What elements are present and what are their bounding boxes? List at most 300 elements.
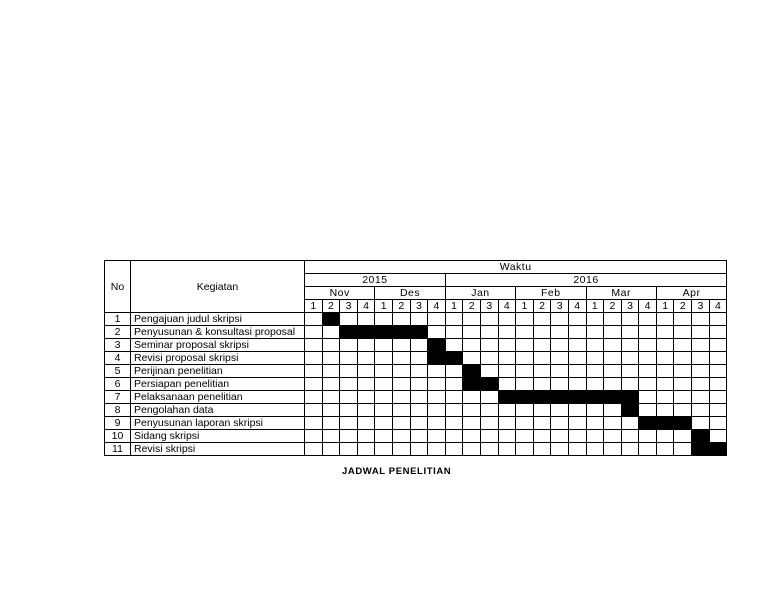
table-row — [105, 391, 727, 404]
schedule-empty-cell — [305, 430, 323, 443]
schedule-bar-cell — [586, 391, 604, 404]
schedule-empty-cell — [621, 443, 639, 456]
week-header: 1 — [586, 300, 604, 313]
schedule-empty-cell — [639, 391, 657, 404]
week-header: 1 — [375, 300, 393, 313]
schedule-empty-cell — [445, 313, 463, 326]
row-number: 5 — [105, 365, 131, 378]
schedule-empty-cell — [463, 339, 481, 352]
table-row — [105, 365, 727, 378]
schedule-bar-cell — [410, 326, 428, 339]
schedule-empty-cell — [516, 313, 534, 326]
schedule-empty-cell — [551, 339, 569, 352]
schedule-bar-cell — [621, 404, 639, 417]
schedule-empty-cell — [445, 443, 463, 456]
header-row-time — [105, 261, 727, 274]
schedule-empty-cell — [340, 378, 358, 391]
year-header: 2015 — [305, 274, 446, 287]
table-row — [105, 352, 727, 365]
schedule-bar-cell — [357, 326, 375, 339]
schedule-empty-cell — [516, 404, 534, 417]
week-header: 2 — [674, 300, 692, 313]
schedule-bar-cell — [516, 391, 534, 404]
schedule-empty-cell — [604, 378, 622, 391]
schedule-empty-cell — [709, 378, 727, 391]
schedule-empty-cell — [305, 313, 323, 326]
schedule-empty-cell — [375, 352, 393, 365]
schedule-empty-cell — [621, 352, 639, 365]
schedule-empty-cell — [604, 326, 622, 339]
schedule-empty-cell — [656, 404, 674, 417]
schedule-empty-cell — [709, 326, 727, 339]
schedule-empty-cell — [674, 430, 692, 443]
schedule-empty-cell — [410, 352, 428, 365]
schedule-empty-cell — [586, 430, 604, 443]
week-header: 3 — [410, 300, 428, 313]
row-number: 4 — [105, 352, 131, 365]
schedule-empty-cell — [375, 417, 393, 430]
row-number: 11 — [105, 443, 131, 456]
schedule-empty-cell — [322, 365, 340, 378]
schedule-empty-cell — [551, 352, 569, 365]
week-header: 1 — [445, 300, 463, 313]
schedule-empty-cell — [428, 365, 446, 378]
schedule-bar-cell — [428, 352, 446, 365]
activity-name: Perijinan penelitian — [131, 365, 305, 378]
schedule-empty-cell — [498, 313, 516, 326]
schedule-empty-cell — [692, 404, 710, 417]
schedule-empty-cell — [445, 365, 463, 378]
schedule-empty-cell — [305, 365, 323, 378]
schedule-empty-cell — [639, 339, 657, 352]
schedule-empty-cell — [692, 352, 710, 365]
week-header: 2 — [604, 300, 622, 313]
schedule-empty-cell — [375, 339, 393, 352]
schedule-empty-cell — [392, 378, 410, 391]
schedule-empty-cell — [322, 339, 340, 352]
schedule-empty-cell — [656, 378, 674, 391]
week-header: 4 — [357, 300, 375, 313]
schedule-empty-cell — [375, 378, 393, 391]
schedule-empty-cell — [498, 352, 516, 365]
schedule-empty-cell — [463, 443, 481, 456]
schedule-empty-cell — [604, 339, 622, 352]
schedule-empty-cell — [322, 443, 340, 456]
schedule-empty-cell — [621, 339, 639, 352]
schedule-empty-cell — [586, 352, 604, 365]
schedule-empty-cell — [692, 391, 710, 404]
schedule-empty-cell — [445, 430, 463, 443]
research-schedule-table — [104, 260, 727, 456]
schedule-empty-cell — [340, 404, 358, 417]
week-header: 3 — [621, 300, 639, 313]
schedule-empty-cell — [533, 326, 551, 339]
schedule-empty-cell — [709, 365, 727, 378]
schedule-empty-cell — [322, 417, 340, 430]
schedule-empty-cell — [340, 417, 358, 430]
schedule-empty-cell — [516, 326, 534, 339]
schedule-empty-cell — [516, 339, 534, 352]
schedule-empty-cell — [340, 313, 358, 326]
activity-name: Sidang skripsi — [131, 430, 305, 443]
schedule-empty-cell — [463, 326, 481, 339]
schedule-bar-cell — [639, 417, 657, 430]
schedule-empty-cell — [463, 391, 481, 404]
schedule-empty-cell — [322, 378, 340, 391]
schedule-empty-cell — [463, 352, 481, 365]
schedule-empty-cell — [692, 378, 710, 391]
month-header: Mar — [586, 287, 656, 300]
schedule-empty-cell — [428, 326, 446, 339]
schedule-empty-cell — [428, 391, 446, 404]
schedule-empty-cell — [674, 326, 692, 339]
schedule-empty-cell — [445, 339, 463, 352]
schedule-empty-cell — [340, 430, 358, 443]
schedule-empty-cell — [305, 404, 323, 417]
schedule-empty-cell — [639, 352, 657, 365]
schedule-empty-cell — [692, 339, 710, 352]
schedule-empty-cell — [340, 339, 358, 352]
schedule-bar-cell — [392, 326, 410, 339]
activity-name: Pengajuan judul skripsi — [131, 313, 305, 326]
schedule-empty-cell — [621, 378, 639, 391]
schedule-bar-cell — [498, 391, 516, 404]
schedule-empty-cell — [340, 365, 358, 378]
schedule-empty-cell — [445, 404, 463, 417]
schedule-empty-cell — [568, 339, 586, 352]
schedule-empty-cell — [322, 326, 340, 339]
schedule-empty-cell — [392, 443, 410, 456]
week-header: 4 — [498, 300, 516, 313]
schedule-empty-cell — [340, 443, 358, 456]
schedule-empty-cell — [533, 365, 551, 378]
schedule-empty-cell — [357, 352, 375, 365]
schedule-empty-cell — [639, 404, 657, 417]
schedule-empty-cell — [604, 430, 622, 443]
schedule-empty-cell — [305, 326, 323, 339]
table-row — [105, 443, 727, 456]
schedule-bar-cell — [692, 443, 710, 456]
schedule-empty-cell — [410, 391, 428, 404]
schedule-empty-cell — [392, 352, 410, 365]
schedule-empty-cell — [586, 339, 604, 352]
schedule-empty-cell — [305, 339, 323, 352]
schedule-empty-cell — [357, 430, 375, 443]
schedule-bar-cell — [709, 443, 727, 456]
schedule-bar-cell — [445, 352, 463, 365]
row-number: 9 — [105, 417, 131, 430]
row-number: 3 — [105, 339, 131, 352]
schedule-empty-cell — [639, 365, 657, 378]
schedule-empty-cell — [340, 352, 358, 365]
schedule-empty-cell — [692, 417, 710, 430]
week-header: 2 — [322, 300, 340, 313]
week-header: 4 — [428, 300, 446, 313]
schedule-empty-cell — [674, 378, 692, 391]
schedule-empty-cell — [498, 417, 516, 430]
schedule-empty-cell — [639, 378, 657, 391]
activity-name: Pelaksanaan penelitian — [131, 391, 305, 404]
schedule-empty-cell — [410, 430, 428, 443]
schedule-empty-cell — [463, 430, 481, 443]
schedule-empty-cell — [533, 352, 551, 365]
schedule-empty-cell — [428, 378, 446, 391]
schedule-empty-cell — [428, 417, 446, 430]
activity-name: Pengolahan data — [131, 404, 305, 417]
schedule-empty-cell — [674, 339, 692, 352]
schedule-empty-cell — [428, 313, 446, 326]
schedule-empty-cell — [410, 417, 428, 430]
table-caption: JADWAL PENELITIAN — [342, 466, 452, 477]
schedule-empty-cell — [445, 417, 463, 430]
schedule-empty-cell — [568, 313, 586, 326]
schedule-empty-cell — [568, 430, 586, 443]
schedule-empty-cell — [604, 404, 622, 417]
schedule-empty-cell — [357, 378, 375, 391]
schedule-empty-cell — [674, 352, 692, 365]
schedule-empty-cell — [480, 339, 498, 352]
table-row — [105, 404, 727, 417]
schedule-empty-cell — [392, 430, 410, 443]
schedule-empty-cell — [463, 417, 481, 430]
week-header: 1 — [656, 300, 674, 313]
week-header: 3 — [551, 300, 569, 313]
week-header: 4 — [568, 300, 586, 313]
schedule-empty-cell — [586, 417, 604, 430]
schedule-empty-cell — [621, 326, 639, 339]
schedule-empty-cell — [604, 365, 622, 378]
schedule-empty-cell — [357, 313, 375, 326]
schedule-empty-cell — [551, 378, 569, 391]
schedule-empty-cell — [375, 391, 393, 404]
week-header: 4 — [709, 300, 727, 313]
schedule-empty-cell — [480, 404, 498, 417]
schedule-bar-cell — [568, 391, 586, 404]
schedule-empty-cell — [621, 430, 639, 443]
schedule-empty-cell — [480, 352, 498, 365]
schedule-empty-cell — [516, 365, 534, 378]
schedule-empty-cell — [463, 313, 481, 326]
schedule-empty-cell — [639, 443, 657, 456]
schedule-empty-cell — [322, 352, 340, 365]
schedule-empty-cell — [533, 313, 551, 326]
schedule-empty-cell — [656, 365, 674, 378]
schedule-empty-cell — [305, 443, 323, 456]
year-header: 2016 — [445, 274, 727, 287]
schedule-empty-cell — [656, 443, 674, 456]
schedule-empty-cell — [410, 339, 428, 352]
row-number: 8 — [105, 404, 131, 417]
schedule-empty-cell — [357, 391, 375, 404]
schedule-empty-cell — [568, 352, 586, 365]
schedule-empty-cell — [340, 391, 358, 404]
week-header: 2 — [533, 300, 551, 313]
schedule-empty-cell — [498, 326, 516, 339]
schedule-empty-cell — [709, 352, 727, 365]
schedule-empty-cell — [656, 313, 674, 326]
schedule-empty-cell — [410, 404, 428, 417]
schedule-empty-cell — [322, 404, 340, 417]
schedule-empty-cell — [480, 326, 498, 339]
schedule-empty-cell — [709, 417, 727, 430]
schedule-empty-cell — [621, 365, 639, 378]
schedule-empty-cell — [516, 430, 534, 443]
schedule-empty-cell — [375, 430, 393, 443]
schedule-empty-cell — [533, 417, 551, 430]
schedule-empty-cell — [533, 404, 551, 417]
schedule-bar-cell — [621, 391, 639, 404]
schedule-empty-cell — [639, 326, 657, 339]
schedule-bar-cell — [533, 391, 551, 404]
schedule-empty-cell — [674, 404, 692, 417]
schedule-empty-cell — [551, 326, 569, 339]
table-row — [105, 417, 727, 430]
schedule-empty-cell — [568, 365, 586, 378]
schedule-empty-cell — [568, 404, 586, 417]
schedule-empty-cell — [480, 443, 498, 456]
schedule-empty-cell — [375, 365, 393, 378]
schedule-empty-cell — [516, 352, 534, 365]
schedule-empty-cell — [692, 313, 710, 326]
schedule-empty-cell — [463, 404, 481, 417]
schedule-empty-cell — [375, 313, 393, 326]
schedule-empty-cell — [586, 404, 604, 417]
week-header: 1 — [516, 300, 534, 313]
activity-name: Persiapan penelitian — [131, 378, 305, 391]
schedule-empty-cell — [604, 417, 622, 430]
schedule-bar-cell — [604, 391, 622, 404]
schedule-empty-cell — [656, 352, 674, 365]
week-header: 3 — [340, 300, 358, 313]
schedule-empty-cell — [516, 378, 534, 391]
schedule-bar-cell — [551, 391, 569, 404]
schedule-empty-cell — [674, 365, 692, 378]
schedule-bar-cell — [375, 326, 393, 339]
week-header: 2 — [463, 300, 481, 313]
schedule-bar-cell — [656, 417, 674, 430]
schedule-empty-cell — [305, 391, 323, 404]
schedule-empty-cell — [709, 404, 727, 417]
schedule-empty-cell — [621, 417, 639, 430]
activity-name: Penyusunan laporan skripsi — [131, 417, 305, 430]
schedule-empty-cell — [674, 313, 692, 326]
schedule-empty-cell — [621, 313, 639, 326]
schedule-bar-cell — [428, 339, 446, 352]
schedule-empty-cell — [322, 430, 340, 443]
schedule-empty-cell — [568, 378, 586, 391]
schedule-empty-cell — [498, 404, 516, 417]
schedule-empty-cell — [305, 352, 323, 365]
schedule-empty-cell — [551, 443, 569, 456]
schedule-empty-cell — [674, 443, 692, 456]
schedule-empty-cell — [568, 417, 586, 430]
schedule-empty-cell — [604, 313, 622, 326]
week-header: 2 — [392, 300, 410, 313]
table-row — [105, 378, 727, 391]
schedule-empty-cell — [480, 313, 498, 326]
week-header: 1 — [305, 300, 323, 313]
schedule-empty-cell — [586, 313, 604, 326]
schedule-empty-cell — [498, 430, 516, 443]
table-row — [105, 326, 727, 339]
schedule-empty-cell — [709, 391, 727, 404]
schedule-empty-cell — [709, 430, 727, 443]
schedule-empty-cell — [428, 443, 446, 456]
schedule-empty-cell — [480, 365, 498, 378]
table-row — [105, 313, 727, 326]
week-header: 4 — [639, 300, 657, 313]
schedule-empty-cell — [568, 443, 586, 456]
schedule-empty-cell — [533, 378, 551, 391]
schedule-empty-cell — [410, 365, 428, 378]
week-header: 3 — [692, 300, 710, 313]
schedule-empty-cell — [392, 417, 410, 430]
schedule-empty-cell — [533, 339, 551, 352]
schedule-empty-cell — [656, 391, 674, 404]
schedule-empty-cell — [480, 391, 498, 404]
row-number: 10 — [105, 430, 131, 443]
table-row — [105, 430, 727, 443]
schedule-empty-cell — [656, 326, 674, 339]
schedule-empty-cell — [428, 430, 446, 443]
schedule-empty-cell — [498, 365, 516, 378]
schedule-empty-cell — [392, 404, 410, 417]
week-header: 3 — [480, 300, 498, 313]
activity-name: Seminar proposal skripsi — [131, 339, 305, 352]
activity-name: Revisi proposal skripsi — [131, 352, 305, 365]
schedule-empty-cell — [392, 339, 410, 352]
activity-column-header: Kegiatan — [131, 261, 305, 313]
schedule-empty-cell — [674, 391, 692, 404]
schedule-empty-cell — [498, 443, 516, 456]
schedule-empty-cell — [551, 313, 569, 326]
schedule-empty-cell — [392, 313, 410, 326]
schedule-bar-cell — [674, 417, 692, 430]
schedule-empty-cell — [551, 430, 569, 443]
schedule-empty-cell — [586, 443, 604, 456]
activity-name: Revisi skripsi — [131, 443, 305, 456]
schedule-empty-cell — [357, 417, 375, 430]
schedule-bar-cell — [463, 378, 481, 391]
schedule-empty-cell — [428, 404, 446, 417]
schedule-empty-cell — [375, 404, 393, 417]
schedule-empty-cell — [322, 391, 340, 404]
month-header: Des — [375, 287, 445, 300]
schedule-empty-cell — [656, 339, 674, 352]
schedule-bar-cell — [692, 430, 710, 443]
schedule-bar-cell — [322, 313, 340, 326]
schedule-empty-cell — [533, 443, 551, 456]
schedule-empty-cell — [392, 391, 410, 404]
row-number: 2 — [105, 326, 131, 339]
schedule-empty-cell — [498, 339, 516, 352]
schedule-bar-cell — [463, 365, 481, 378]
schedule-empty-cell — [480, 417, 498, 430]
schedule-empty-cell — [375, 443, 393, 456]
schedule-empty-cell — [639, 430, 657, 443]
schedule-empty-cell — [709, 313, 727, 326]
schedule-empty-cell — [639, 313, 657, 326]
schedule-empty-cell — [551, 417, 569, 430]
schedule-empty-cell — [357, 443, 375, 456]
schedule-empty-cell — [551, 365, 569, 378]
schedule-empty-cell — [357, 365, 375, 378]
schedule-empty-cell — [586, 326, 604, 339]
schedule-empty-cell — [692, 365, 710, 378]
schedule-empty-cell — [357, 339, 375, 352]
schedule-empty-cell — [692, 326, 710, 339]
month-header: Nov — [305, 287, 375, 300]
